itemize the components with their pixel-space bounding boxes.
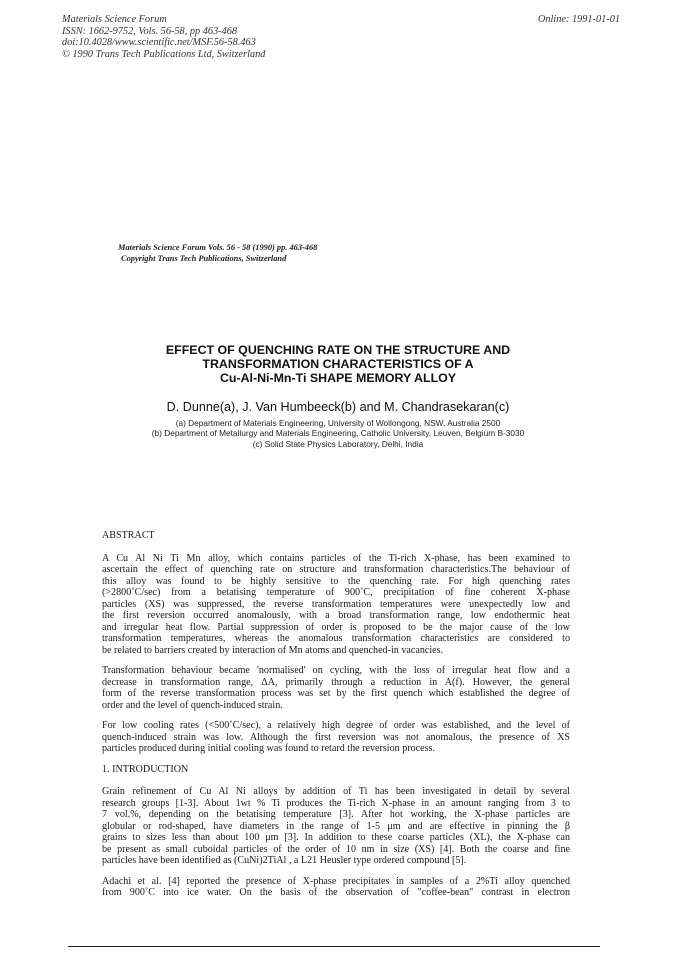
journal-name: Materials Science Forum: [62, 14, 167, 25]
introduction-paragraph-2: [102, 876, 570, 899]
text-line: quench-induced strain was low. Although the first reversion was not anomalous, the presence of XS: [102, 731, 570, 743]
text-line: particles produced during initial cooling was found to retard the reversion process.: [102, 743, 435, 754]
text-line: A Cu Al Ni Ti Mn alloy, which contains particles of the Ti-rich X-phase, has been examined to: [102, 552, 570, 564]
text-line: grains to sizes less than about 100 μm [3]. In addition to these coarse particles (XL), the X-phase can: [102, 832, 570, 843]
text-line: and irregular heat flow. Partial suppression of order is proposed to be the major cause of the low: [102, 621, 570, 633]
text-line: Grain refinement of Cu Al Ni alloys by addition of Ti has been investigated in detail by several: [102, 786, 570, 797]
abstract-paragraph-3: [102, 720, 570, 755]
text-line: (>2800˚C/sec) from a betatising temperature of 900˚C, precipitation of fine coherent X-phase: [102, 587, 570, 598]
abstract-heading: ABSTRACT: [102, 530, 155, 541]
original-citation: [118, 243, 317, 264]
affiliation-a: (a) Department of Materials Engineering, University of Wollongong, NSW, Australia 2500: [175, 418, 501, 428]
text-line: globular or rod-shaped, have diameters in the range of 1-5 μm and are effective in pinning the β: [102, 820, 570, 832]
affiliations: [80, 418, 596, 449]
text-line: the first reversion occurred anomalously, with a broad transformation range, low endothermic heat: [102, 610, 570, 621]
text-line: this alloy was found to be highly sensitive to the quenching rate. For high quenching rates: [102, 575, 570, 587]
introduction-heading: 1. INTRODUCTION: [102, 763, 189, 775]
title-line-1: EFFECT OF QUENCHING RATE ON THE STRUCTURE AND: [165, 343, 511, 357]
author-list: D. Dunne(a), J. Van Humbeeck(b) and M. Chandrasekaran(c): [166, 400, 510, 414]
text-line: Adachi et al. [4] reported the presence of X-phase precipitates in samples of a 2%Ti alloy quenched: [102, 875, 570, 887]
text-line: form of the reverse transformation process was set by the first quench which established the degree of: [102, 688, 570, 699]
online-date: Online: 1991-01-01: [537, 14, 620, 25]
paper-title: [80, 343, 596, 385]
paper-body: [102, 530, 570, 908]
introduction-paragraph-1: [102, 786, 570, 867]
text-line: order and the level of quench-induced strain.: [102, 699, 283, 711]
text-line: decrease in transformation range, ΔA, primarily through a reduction in A(f). However, the general: [102, 676, 570, 688]
title-line-3: Cu-Al-Ni-Mn-Ti SHAPE MEMORY ALLOY: [219, 371, 457, 385]
abstract-paragraph-1: [102, 553, 570, 657]
text-line: ascertain the effect of quenching rate on structure and transformation characteristics.The behaviour of: [102, 564, 570, 575]
abstract-paragraph-2: [102, 665, 570, 711]
text-line: 7 vol.%, depending on the betatising temperature [3]. After hot working, the X-phase particles are: [102, 809, 570, 820]
citation-line-1: Materials Science Forum Vols. 56 - 58 (1990) pp. 463-468: [118, 243, 318, 252]
text-line: transformation temperatures, whereas the anomalous transformation characteristics are considered to: [102, 633, 570, 644]
text-line: research groups [1-3]. About 1wt % Ti produces the Ti-rich X-phase in an amount ranging from 3 to: [102, 797, 570, 809]
doi-line: doi:10.4028/www.scientific.net/MSF.56-58.463: [62, 37, 256, 49]
text-line: be present as small cuboidal particles of the order of 10 nm in size (XS) [4]. Both the coarse and fine: [102, 843, 570, 855]
text-line: For low cooling rates (<500˚C/sec), a relatively high degree of order was established, and the level of: [102, 720, 570, 731]
affiliation-c: (c) Solid State Physics Laboratory, Delhi, India: [252, 438, 424, 449]
text-line: from 900˚C into ice water. On the basis of the observation of "coffee-bean" contrast in electron: [102, 887, 570, 898]
copyright-line: © 1990 Trans Tech Publications Ltd, Switzerland: [62, 48, 266, 60]
text-line: particles (XS) was suppressed, the reverse transformation temperatures were unexpectedly low and: [102, 598, 570, 610]
title-line-2: TRANSFORMATION CHARACTERISTICS OF A: [202, 357, 474, 371]
text-line: be related to barriers created by interaction of Mn atoms and quenched-in vacancies.: [102, 644, 444, 656]
text-line: particles have been identified as (CuNi)2TiAl , a L21 Heusler type ordered compound [5].: [102, 855, 467, 866]
affiliation-b: (b) Department of Metallurgy and Materials Engineering, Catholic University, Leuven, Belgium B-3030: [151, 428, 525, 439]
issn-line: ISSN: 1662-9752, Vols. 56-58, pp 463-468: [62, 25, 238, 37]
footer-rule: [68, 946, 600, 947]
citation-line-2: Copyright Trans Tech Publications, Switzerland: [121, 253, 287, 263]
text-line: Transformation behaviour became 'normalised' on cycling, with the loss of irregular heat flow and a: [102, 665, 570, 676]
